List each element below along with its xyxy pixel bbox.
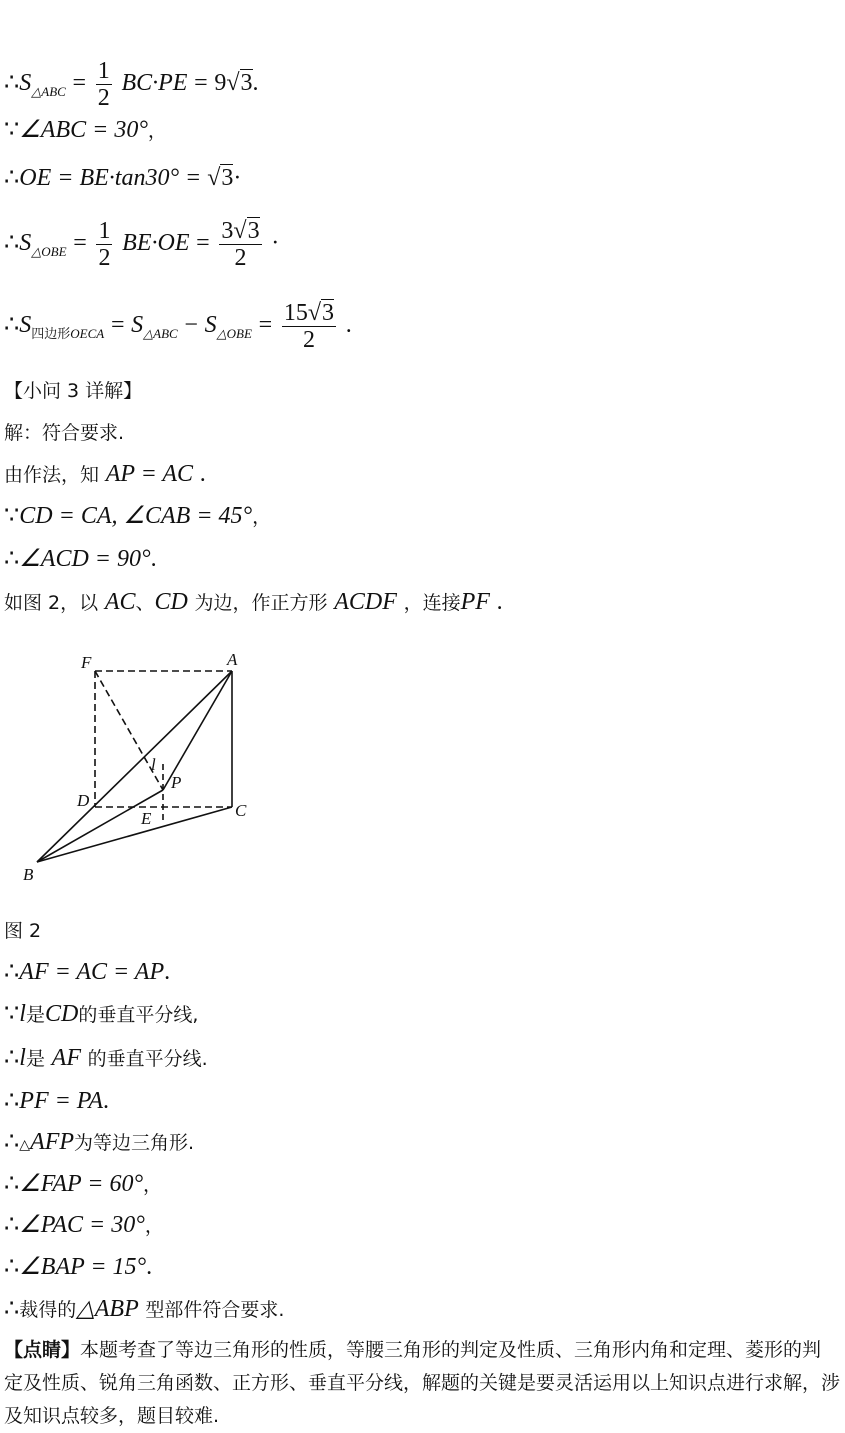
pf-pa-line: ∴PF = PA. xyxy=(4,1088,110,1114)
bisector-cd-line: ∵l是CD的垂直平分线, xyxy=(4,1001,199,1027)
formula-area-abc: $\therefore S_{\triangle ABC}$ = $\frac{1}{2}$ BC·PE = 9√3. xyxy=(4,58,259,111)
angle-acd-line: ∴∠ACD = 90°. xyxy=(4,546,157,572)
label-e: E xyxy=(141,809,152,828)
label-c: C xyxy=(235,801,247,820)
formula-area-obe: $\therefore S_{\triangle OBE}$ = $\frac{1}{2}$ BE·OE = $\frac{3√3}{2}$ · xyxy=(4,218,280,271)
oe-line: ∴OE = BE·tan30° = √3· xyxy=(4,165,242,191)
label-b: B xyxy=(23,865,34,884)
comment-tag: 【点睛】 xyxy=(4,1339,81,1361)
figure-caption: 图 2 xyxy=(4,920,42,942)
comment-text: 本题考查了等边三角形的性质，等腰三角形的判定及性质、三角形内角和定理、菱形的判定及性质、锐角三角函数、正方形、垂直平分线，解题的关键是要灵活运用以上知识点进行求解，涉及知识点较多，题目较难. xyxy=(4,1339,841,1427)
construction-line: 由作法，知 AP = AC . xyxy=(4,461,206,487)
angle-pac-line: ∴∠PAC = 30°， xyxy=(4,1212,164,1238)
label-l: l xyxy=(151,755,156,774)
formula-area-oeca: $\therefore S_{四边形OECA} = S_{\triangle ABC} - S_{\triangle OBE}$ = $\frac{15√3}{2}$ . xyxy=(4,300,352,353)
angle-fap-line: ∴∠FAP = 60°， xyxy=(4,1171,163,1197)
angle-abc-line: ∵∠ABC = 30°， xyxy=(4,117,167,143)
label-p: P xyxy=(171,773,182,792)
bisector-af-line: ∴l是 AF 的垂直平分线. xyxy=(4,1045,208,1071)
answer-line: 解：符合要求. xyxy=(4,422,125,444)
conclusion-line: ∴裁得的△ABP 型部件符合要求. xyxy=(4,1296,285,1322)
cd-ca-line: ∵CD = CA, ∠CAB = 45°， xyxy=(4,503,272,529)
label-d: D xyxy=(77,791,90,810)
equilateral-line: ∴△AFP为等边三角形. xyxy=(4,1129,195,1155)
angle-bap-line: ∴∠BAP = 15°. xyxy=(4,1254,153,1280)
square-construction-line: 如图 2，以 AC、CD 为边，作正方形 ACDF ，连接PF . xyxy=(4,589,503,615)
segment-bc xyxy=(37,807,232,862)
comment-paragraph xyxy=(4,1334,840,1433)
label-a: A xyxy=(227,650,238,669)
label-f: F xyxy=(81,653,92,672)
geometry-figure xyxy=(15,644,265,889)
section-heading: 【小问 3 详解】 xyxy=(4,380,143,402)
segment-ba xyxy=(37,671,232,862)
af-ac-ap-line: ∴AF = AC = AP. xyxy=(4,959,171,985)
